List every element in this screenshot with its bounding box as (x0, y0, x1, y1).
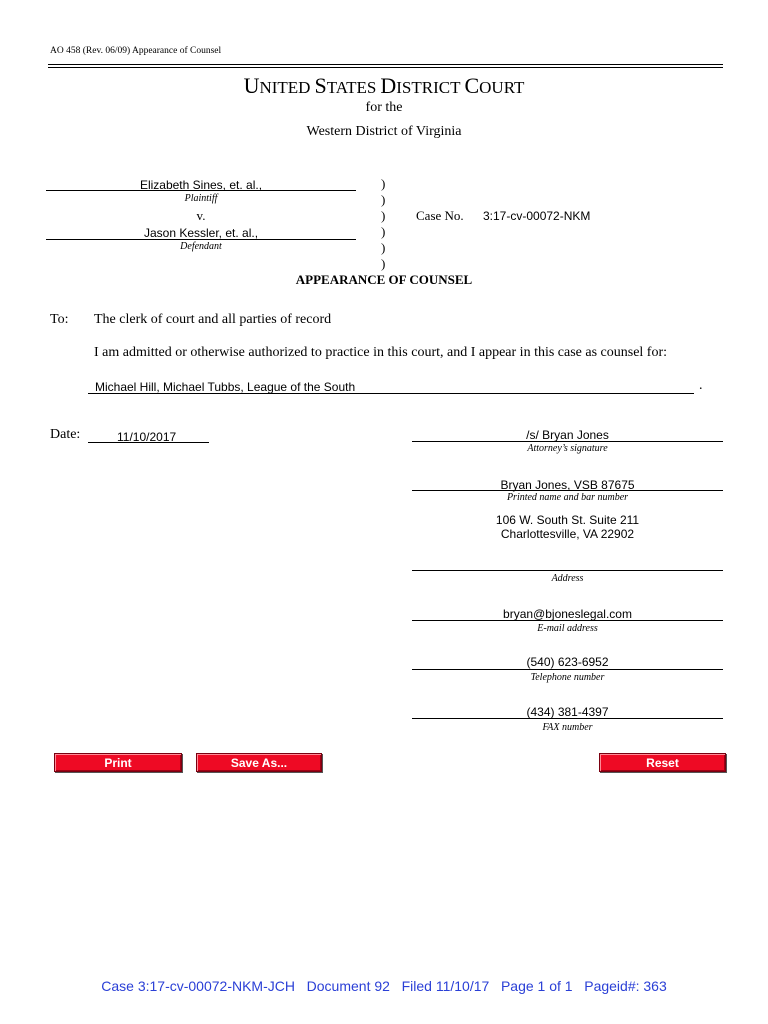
email-field[interactable]: bryan@bjoneslegal.com (503, 607, 632, 621)
fax-label: FAX number (542, 722, 593, 733)
address-line-1[interactable]: 106 W. South St. Suite 211 (495, 513, 640, 527)
email-line (412, 620, 723, 621)
counsel-for-line (88, 393, 694, 394)
filing-stamp: Case 3:17-cv-00072-NKM-JCH Document 92 Filed 11/10/17 Page 1 of 1 Pageid#: 363 (101, 978, 667, 994)
save-as-button[interactable]: Save As... (196, 753, 322, 772)
date-line (88, 442, 209, 443)
email-label: E-mail address (537, 623, 598, 634)
date-label: Date: (50, 427, 81, 442)
plaintiff-label: Plaintiff (184, 193, 218, 204)
printed-name-label: Printed name and bar number (506, 492, 629, 503)
header-rule-bottom (48, 67, 723, 68)
printed-name-line (412, 490, 723, 491)
plaintiff-field[interactable]: Elizabeth Sines, et. al., (139, 178, 263, 192)
reset-button[interactable]: Reset (599, 753, 726, 772)
plaintiff-line (46, 190, 356, 191)
court-title-word-4: COURT (464, 73, 525, 98)
telephone-line (412, 669, 723, 670)
date-field[interactable]: 11/10/2017 (117, 430, 177, 444)
fax-line (412, 718, 723, 719)
defendant-field[interactable]: Jason Kessler, et. al., (143, 226, 259, 240)
case-no-field[interactable]: 3:17-cv-00072-NKM (483, 209, 591, 223)
address-line-2[interactable]: Charlottesville, VA 22902 (500, 527, 635, 541)
case-no-label: Case No. (416, 208, 464, 223)
caption-parens: ) ) ) ) ) ) (381, 176, 386, 271)
header-rule-top (48, 64, 723, 65)
counsel-for-field[interactable]: Michael Hill, Michael Tubbs, League of the South (95, 380, 356, 394)
printed-name-field[interactable]: Bryan Jones, VSB 87675 (500, 478, 635, 492)
fax-field[interactable]: (434) 381-4397 (526, 705, 609, 719)
document-heading: APPEARANCE OF COUNSEL (295, 272, 473, 287)
admission-statement: I am admitted or otherwise authorized to practice in this court, and I appear in this case as counsel for: (94, 345, 668, 360)
court-title-word-1: UNITED (243, 73, 311, 98)
signature-line (412, 441, 723, 442)
versus-label: v. (196, 208, 206, 223)
to-label: To: (50, 312, 69, 327)
telephone-label: Telephone number (530, 672, 605, 683)
signature-field[interactable]: /s/ Bryan Jones (526, 428, 609, 442)
address-line (412, 570, 723, 571)
to-text: The clerk of court and all parties of record (94, 312, 332, 327)
court-title-word-3: DISTRICT (380, 73, 461, 98)
signature-label: Attorney’s signature (527, 443, 608, 454)
district-name: Western District of Virginia (306, 124, 462, 139)
print-button[interactable]: Print (54, 753, 182, 772)
counsel-for-period: . (699, 378, 703, 393)
form-id: AO 458 (Rev. 06/09) Appearance of Counsel (50, 46, 222, 56)
address-label: Address (551, 573, 584, 584)
telephone-field[interactable]: (540) 623-6952 (526, 655, 609, 669)
defendant-line (46, 239, 356, 240)
for-the-label: for the (365, 100, 403, 115)
court-title (0, 72, 768, 103)
defendant-label: Defendant (180, 241, 222, 252)
court-title-word-2: STATES (314, 73, 377, 98)
